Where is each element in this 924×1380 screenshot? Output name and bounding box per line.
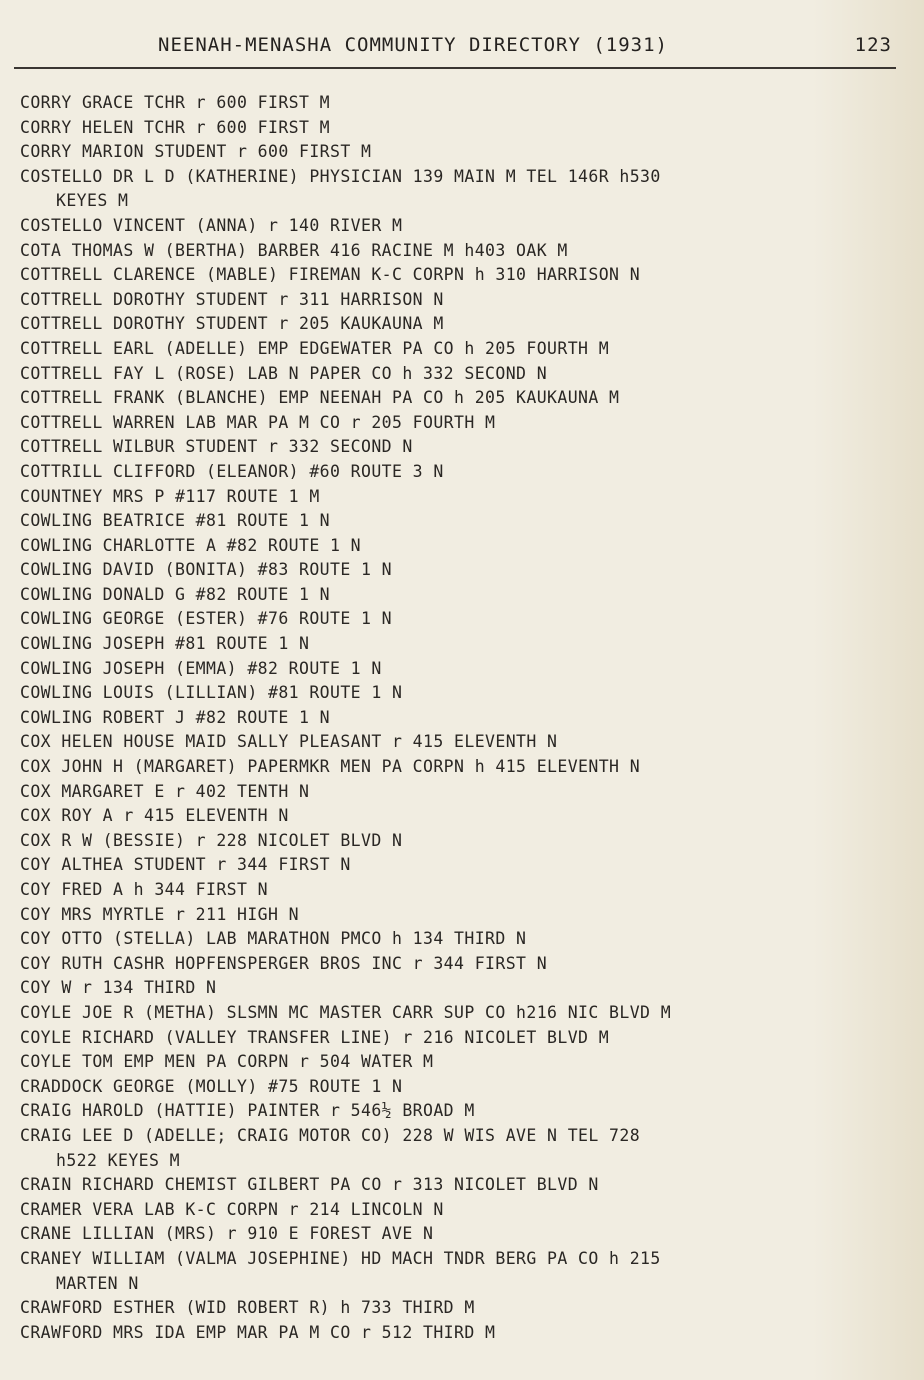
directory-entry: COWLING ROBERT J #82 ROUTE 1 N [20, 707, 331, 727]
directory-entry: COWLING JOSEPH #81 ROUTE 1 N [20, 634, 310, 654]
directory-entry: CRAWFORD ESTHER (WID ROBERT R) h 733 THIRD M [20, 1298, 475, 1318]
page-header [0, 30, 924, 70]
directory-entry: CRAIN RICHARD CHEMIST GILBERT PA CO r 313 NICOLET BLVD N [20, 1175, 599, 1195]
directory-entry: COWLING BEATRICE #81 ROUTE 1 N [20, 511, 331, 531]
directory-entry: COTTRELL CLARENCE (MABLE) FIREMAN K-C CORPN h 310 HARRISON N [20, 265, 641, 285]
directory-entry: CRAWFORD MRS IDA EMP MAR PA M CO r 512 THIRD M [20, 1322, 496, 1342]
directory-entry: CRAMER VERA LAB K-C CORPN r 214 LINCOLN N [20, 1199, 444, 1219]
directory-entry: COX R W (BESSIE) r 228 NICOLET BLVD N [20, 830, 403, 850]
directory-entry: COSTELLO DR L D (KATHERINE) PHYSICIAN 139 MAIN M TEL 146R h530 [20, 166, 661, 186]
directory-entry: COWLING CHARLOTTE A #82 ROUTE 1 N [20, 535, 362, 555]
directory-title: NEENAH-MENASHA COMMUNITY DIRECTORY (1931) [158, 34, 668, 56]
directory-entry: COTTRELL EARL (ADELLE) EMP EDGEWATER PA CO h 205 FOURTH M [20, 338, 610, 358]
directory-entry: COTTRELL FAY L (ROSE) LAB N PAPER CO h 332 SECOND N [20, 363, 548, 383]
directory-entry: COX ROY A r 415 ELEVENTH N [20, 806, 289, 826]
directory-entry: COY W r 134 THIRD N [20, 978, 217, 998]
directory-entry: COY OTTO (STELLA) LAB MARATHON PMCO h 134 THIRD N [20, 929, 527, 949]
directory-entry: COYLE TOM EMP MEN PA CORPN r 504 WATER M [20, 1052, 434, 1072]
directory-entry: COTTRELL FRANK (BLANCHE) EMP NEENAH PA CO h 205 KAUKAUNA M [20, 388, 620, 408]
directory-entry: CRANE LILLIAN (MRS) r 910 E FOREST AVE N [20, 1224, 434, 1244]
page-number: 123 [854, 34, 892, 56]
directory-entry: COYLE RICHARD (VALLEY TRANSFER LINE) r 216 NICOLET BLVD M [20, 1027, 610, 1047]
directory-entry-continuation: KEYES M [56, 191, 129, 211]
directory-entry: COY ALTHEA STUDENT r 344 FIRST N [20, 855, 351, 875]
directory-entry: COTTRILL CLIFFORD (ELEANOR) #60 ROUTE 3 N [20, 461, 444, 481]
directory-entry: COTTRELL DOROTHY STUDENT r 311 HARRISON N [20, 289, 444, 309]
directory-entry: COTTRELL WARREN LAB MAR PA M CO r 205 FOURTH M [20, 412, 496, 432]
directory-entries [20, 91, 900, 1345]
directory-entry: CRAIG HAROLD (HATTIE) PAINTER r 546½ BROAD M [20, 1101, 475, 1121]
directory-entry: COWLING DONALD G #82 ROUTE 1 N [20, 584, 331, 604]
directory-entry: CRANEY WILLIAM (VALMA JOSEPHINE) HD MACH TNDR BERG PA CO h 215 [20, 1248, 661, 1268]
directory-entry: CRAIG LEE D (ADELLE; CRAIG MOTOR CO) 228 W WIS AVE N TEL 728 [20, 1125, 641, 1145]
directory-entry: COWLING GEORGE (ESTER) #76 ROUTE 1 N [20, 609, 393, 629]
directory-entry: COTTRELL DOROTHY STUDENT r 205 KAUKAUNA M [20, 314, 444, 334]
directory-entry: CRADDOCK GEORGE (MOLLY) #75 ROUTE 1 N [20, 1076, 403, 1096]
directory-entry: COTTRELL WILBUR STUDENT r 332 SECOND N [20, 437, 413, 457]
directory-entry: COY RUTH CASHR HOPFENSPERGER BROS INC r 344 FIRST N [20, 953, 548, 973]
header-rule [14, 67, 896, 69]
directory-entry: COWLING DAVID (BONITA) #83 ROUTE 1 N [20, 560, 393, 580]
directory-entry-continuation: MARTEN N [56, 1273, 139, 1293]
directory-entry: COY MRS MYRTLE r 211 HIGH N [20, 904, 300, 924]
directory-entry-continuation: h522 KEYES M [56, 1150, 181, 1170]
directory-entry: CORRY GRACE TCHR r 600 FIRST M [20, 93, 331, 112]
directory-entry: COX JOHN H (MARGARET) PAPERMKR MEN PA CORPN h 415 ELEVENTH N [20, 757, 641, 777]
directory-entry: CORRY HELEN TCHR r 600 FIRST M [20, 117, 331, 137]
directory-entry: COWLING LOUIS (LILLIAN) #81 ROUTE 1 N [20, 683, 403, 703]
directory-entry: COWLING JOSEPH (EMMA) #82 ROUTE 1 N [20, 658, 382, 678]
directory-entry: COX MARGARET E r 402 TENTH N [20, 781, 310, 801]
directory-entry: COTA THOMAS W (BERTHA) BARBER 416 RACINE M h403 OAK M [20, 240, 568, 260]
directory-entry: COUNTNEY MRS P #117 ROUTE 1 M [20, 486, 320, 506]
directory-entry: COX HELEN HOUSE MAID SALLY PLEASANT r 415 ELEVENTH N [20, 732, 558, 752]
directory-entry: COSTELLO VINCENT (ANNA) r 140 RIVER M [20, 215, 403, 235]
directory-entry: COYLE JOE R (METHA) SLSMN MC MASTER CARR SUP CO h216 NIC BLVD M [20, 1002, 672, 1022]
directory-entry: COY FRED A h 344 FIRST N [20, 880, 269, 899]
directory-entry: CORRY MARION STUDENT r 600 FIRST M [20, 142, 372, 162]
